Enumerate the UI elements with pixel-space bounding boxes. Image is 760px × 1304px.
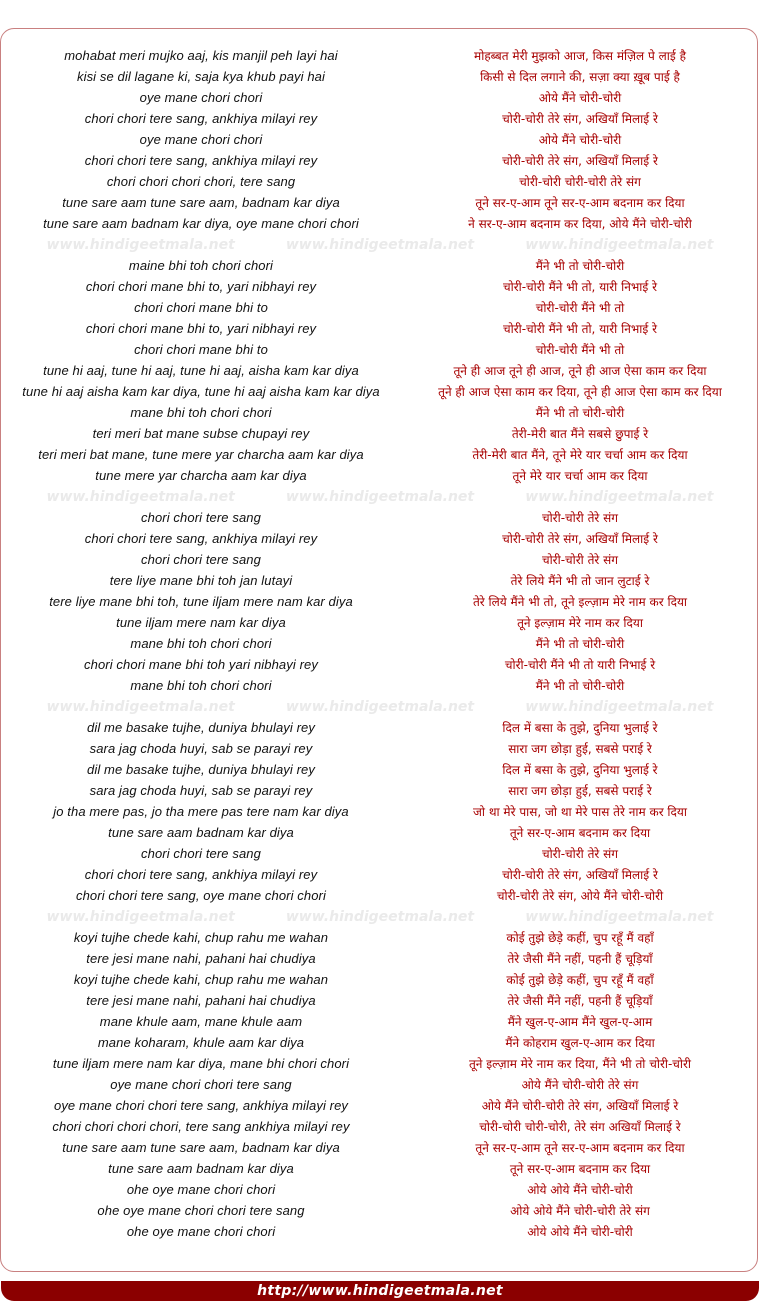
lyric-hindi: चोरी-चोरी मैंने भी तो, यारी निभाई रे (502, 280, 658, 294)
lyric-line (1, 402, 759, 423)
lyric-hindi: तूने इल्ज़ाम मेरे नाम कर दिया (517, 616, 643, 630)
lyric-hindi: मैंने भी तो चोरी-चोरी (535, 637, 625, 651)
lyric-english: tune hi aaj, tune hi aaj, tune hi aaj, aisha kam kar diya (43, 363, 359, 378)
lyric-hindi: ने सर-ए-आम बदनाम कर दिया, ओये मैंने चोरी-चोरी (468, 217, 692, 231)
lyric-line (1, 549, 759, 570)
lyric-english: chori chori tere sang (141, 510, 261, 525)
lyric-line (1, 927, 759, 948)
lyric-hindi: ओये ओये मैंने चोरी-चोरी तेरे संग (510, 1204, 650, 1218)
watermark-text: www.hindigeetmala.net (525, 908, 714, 925)
lyric-hindi: मैंने कोहराम खुल-ए-आम कर दिया (505, 1036, 655, 1050)
lyric-line (1, 633, 759, 654)
watermark-text: www.hindigeetmala.net (285, 236, 475, 253)
lyric-hindi: चोरी-चोरी चोरी-चोरी, तेरे संग अखियाँ मिलाई रे (479, 1120, 681, 1134)
lyric-hindi: मैंने भी तो चोरी-चोरी (535, 679, 625, 693)
lyric-english: chori chori tere sang, ankhiya milayi rey (84, 153, 318, 168)
lyric-line (1, 150, 759, 171)
lyric-english: sara jag choda huyi, sab se parayi rey (89, 783, 313, 798)
lyric-line (1, 507, 759, 528)
lyric-line (1, 465, 759, 486)
lyric-line (1, 612, 759, 633)
lyric-hindi: जो था मेरे पास, जो था मेरे पास तेरे नाम कर दिया (473, 805, 687, 819)
stanza (1, 507, 759, 696)
lyric-line (1, 1179, 759, 1200)
lyric-english: tune sare aam tune sare aam, badnam kar diya (62, 195, 340, 210)
lyric-hindi: तूने सर-ए-आम तूने सर-ए-आम बदनाम कर दिया (475, 196, 685, 210)
lyric-line (1, 759, 759, 780)
lyric-line (1, 1137, 759, 1158)
lyric-english: tune hi aaj aisha kam kar diya, tune hi aaj aisha kam kar diya (22, 384, 380, 399)
lyric-english: teri meri bat mane subse chupayi rey (92, 426, 310, 441)
lyric-english: chori chori tere sang (141, 846, 261, 861)
lyric-english: mane bhi toh chori chori (130, 636, 272, 651)
lyric-english: chori chori mane bhi to, yari nibhayi rey (85, 321, 317, 336)
lyric-english: chori chori tere sang, ankhiya milayi rey (84, 867, 318, 882)
lyric-english: chori chori chori chori, tere sang (106, 174, 296, 189)
lyric-english: chori chori mane bhi toh yari nibhayi rey (84, 657, 318, 672)
lyric-line (1, 801, 759, 822)
watermark-text: www.hindigeetmala.net (46, 236, 235, 253)
lyric-hindi: सारा जग छोड़ा हुई, सबसे पराई रे (508, 742, 652, 756)
lyric-line (1, 444, 759, 465)
lyric-line (1, 108, 759, 129)
lyric-line (1, 192, 759, 213)
lyric-hindi: चोरी-चोरी चोरी-चोरी तेरे संग (519, 175, 641, 189)
watermark-row (1, 906, 759, 927)
lyric-hindi: तेरे जैसी मैंने नहीं, पहनी हैं चूड़ियाँ (507, 994, 653, 1008)
lyric-line (1, 654, 759, 675)
lyric-english: tere jesi mane nahi, pahani hai chudiya (86, 993, 316, 1008)
stanza (1, 717, 759, 906)
lyric-english: ohe oye mane chori chori (126, 1182, 276, 1197)
lyric-hindi: चोरी-चोरी तेरे संग, अखियाँ मिलाई रे (502, 154, 658, 168)
lyric-line (1, 990, 759, 1011)
lyric-line (1, 360, 759, 381)
watermark-text: www.hindigeetmala.net (46, 488, 235, 505)
lyric-hindi: तूने ही आज तूने ही आज, तूने ही आज ऐसा काम कर दिया (453, 364, 707, 378)
lyric-line (1, 675, 759, 696)
lyric-hindi: कोई तुझे छेड़े कहीं, चुप रहूँ मैं वहाँ (506, 973, 654, 987)
lyric-hindi: तेरे लिये मैंने भी तो, तूने इल्ज़ाम मेरे नाम कर दिया (472, 595, 688, 609)
lyric-english: dil me basake tujhe, duniya bhulayi rey (87, 720, 315, 735)
lyric-english: tune iljam mere nam kar diya, mane bhi chori chori (52, 1056, 350, 1071)
lyric-line (1, 276, 759, 297)
lyric-hindi: तेरी-मेरी बात मैंने सबसे छुपाई रे (511, 427, 649, 441)
lyric-english: oye mane chori chori (139, 90, 263, 105)
lyric-line (1, 213, 759, 234)
lyric-hindi: चोरी-चोरी तेरे संग (541, 553, 619, 567)
lyric-line (1, 822, 759, 843)
lyric-line (1, 1221, 759, 1242)
lyric-line (1, 591, 759, 612)
lyric-english: oye mane chori chori tere sang (110, 1077, 292, 1092)
lyric-hindi: मैंने खुल-ए-आम मैंने खुल-ए-आम (507, 1015, 653, 1029)
lyric-line (1, 1011, 759, 1032)
lyric-english: koyi tujhe chede kahi, chup rahu me wahan (73, 930, 329, 945)
lyric-english: chori chori mane bhi to (134, 300, 268, 315)
lyric-english: chori chori chori chori, tere sang ankhiya milayi rey (52, 1119, 350, 1134)
lyric-line (1, 45, 759, 66)
lyric-english: tune iljam mere nam kar diya (116, 615, 286, 630)
lyric-hindi: तेरे लिये मैंने भी तो जान लुटाई रे (510, 574, 650, 588)
lyric-line (1, 843, 759, 864)
lyric-hindi: तूने ही आज ऐसा काम कर दिया, तूने ही आज ऐसा काम कर दिया (438, 385, 722, 399)
lyric-hindi: ओये मैंने चोरी-चोरी (538, 133, 622, 147)
lyric-english: oye mane chori chori tere sang, ankhiya milayi rey (53, 1098, 349, 1113)
watermark-text: www.hindigeetmala.net (285, 488, 475, 505)
lyric-hindi: चोरी-चोरी मैंने भी तो, यारी निभाई रे (502, 322, 658, 336)
lyric-hindi: तूने इल्ज़ाम मेरे नाम कर दिया, मैंने भी तो चोरी-चोरी (468, 1057, 692, 1071)
lyric-hindi: तूने सर-ए-आम बदनाम कर दिया (509, 1162, 651, 1176)
lyric-line (1, 1158, 759, 1179)
lyric-hindi: सारा जग छोड़ा हुई, सबसे पराई रे (508, 784, 652, 798)
lyric-english: tune sare aam badnam kar diya, oye mane chori chori (43, 216, 359, 231)
lyric-hindi: चोरी-चोरी मैंने भी तो (535, 343, 625, 357)
lyric-hindi: मैंने भी तो चोरी-चोरी (535, 259, 625, 273)
lyric-line (1, 1053, 759, 1074)
lyric-english: mane khule aam, mane khule aam (99, 1014, 303, 1029)
lyric-line (1, 570, 759, 591)
lyric-english: mane bhi toh chori chori (130, 678, 272, 693)
lyric-hindi: चोरी-चोरी तेरे संग, अखियाँ मिलाई रे (502, 112, 658, 126)
footer-url-link[interactable]: http://www.hindigeetmala.net (257, 1283, 503, 1299)
lyric-hindi: तेरी-मेरी बात मैंने, तूने मेरे यार चर्चा आम कर दिया (472, 448, 688, 462)
lyric-english: tere liye mane bhi toh jan lutayi (109, 573, 293, 588)
lyric-line (1, 1095, 759, 1116)
watermark-text: www.hindigeetmala.net (525, 236, 714, 253)
lyric-line (1, 381, 759, 402)
lyric-line (1, 1116, 759, 1137)
watermark-row (1, 486, 759, 507)
stanza (1, 927, 759, 1242)
lyric-english: tune sare aam tune sare aam, badnam kar diya (62, 1140, 340, 1155)
lyric-english: mane bhi toh chori chori (130, 405, 272, 420)
lyric-line (1, 948, 759, 969)
lyric-hindi: चोरी-चोरी तेरे संग (541, 511, 619, 525)
lyric-line (1, 87, 759, 108)
lyric-english: chori chori tere sang (141, 552, 261, 567)
lyric-english: jo tha mere pas, jo tha mere pas tere nam kar diya (53, 804, 349, 819)
lyric-english: ohe oye mane chori chori tere sang (97, 1203, 305, 1218)
watermark-text: www.hindigeetmala.net (525, 488, 714, 505)
lyric-hindi: तूने मेरे यार चर्चा आम कर दिया (512, 469, 648, 483)
lyric-line (1, 969, 759, 990)
lyric-line (1, 171, 759, 192)
lyric-hindi: ओये मैंने चोरी-चोरी तेरे संग, अखियाँ मिलाई रे (481, 1099, 679, 1113)
lyric-hindi: चोरी-चोरी तेरे संग, अखियाँ मिलाई रे (502, 868, 658, 882)
lyric-english: sara jag choda huyi, sab se parayi rey (89, 741, 313, 756)
lyric-english: dil me basake tujhe, duniya bhulayi rey (87, 762, 315, 777)
lyric-hindi: किसी से दिल लगाने की, सज़ा क्या ख़ूब पाई है (480, 70, 680, 84)
lyric-line (1, 528, 759, 549)
lyric-english: ohe oye mane chori chori (126, 1224, 276, 1239)
lyric-english: tune mere yar charcha aam kar diya (95, 468, 307, 483)
lyric-english: chori chori mane bhi to (134, 342, 268, 357)
lyric-line (1, 339, 759, 360)
lyric-line (1, 864, 759, 885)
lyric-english: koyi tujhe chede kahi, chup rahu me wahan (73, 972, 329, 987)
watermark-row (1, 234, 759, 255)
lyric-line (1, 780, 759, 801)
lyric-english: chori chori tere sang, ankhiya milayi rey (84, 111, 318, 126)
lyrics-panel (0, 28, 758, 1299)
footer-bar[interactable] (1, 1281, 759, 1301)
lyric-english: tune sare aam badnam kar diya (108, 1161, 294, 1176)
lyric-hindi: मोहब्बत मेरी मुझको आज, किस मंज़िल पे लाई है (474, 49, 686, 63)
lyric-line (1, 738, 759, 759)
lyric-english: chori chori tere sang, oye mane chori chori (76, 888, 326, 903)
lyric-hindi: चोरी-चोरी तेरे संग, अखियाँ मिलाई रे (502, 532, 658, 546)
watermark-text: www.hindigeetmala.net (285, 908, 475, 925)
lyric-line (1, 717, 759, 738)
lyric-english: mohabat meri mujko aaj, kis manjil peh layi hai (64, 48, 338, 63)
lyric-english: kisi se dil lagane ki, saja kya khub payi hai (76, 69, 326, 84)
lyric-english: teri meri bat mane, tune mere yar charcha aam kar diya (38, 447, 364, 462)
lyric-hindi: ओये ओये मैंने चोरी-चोरी (527, 1183, 633, 1197)
lyric-english: tere liye mane bhi toh, tune iljam mere nam kar diya (49, 594, 353, 609)
lyric-line (1, 255, 759, 276)
lyric-hindi: ओये ओये मैंने चोरी-चोरी (527, 1225, 633, 1239)
lyric-hindi: चोरी-चोरी तेरे संग (541, 847, 619, 861)
lyric-line (1, 297, 759, 318)
lyric-english: tune sare aam badnam kar diya (108, 825, 294, 840)
lyric-english: tere jesi mane nahi, pahani hai chudiya (86, 951, 316, 966)
lyric-line (1, 129, 759, 150)
lyric-hindi: तूने सर-ए-आम बदनाम कर दिया (509, 826, 651, 840)
lyric-english: chori chori mane bhi to, yari nibhayi rey (85, 279, 317, 294)
lyric-line (1, 66, 759, 87)
stanza (1, 255, 759, 486)
lyric-hindi: तेरे जैसी मैंने नहीं, पहनी हैं चूड़ियाँ (507, 952, 653, 966)
lyric-english: oye mane chori chori (139, 132, 263, 147)
watermark-text: www.hindigeetmala.net (285, 698, 475, 715)
watermark-text: www.hindigeetmala.net (46, 698, 235, 715)
watermark-text: www.hindigeetmala.net (46, 908, 235, 925)
lyric-hindi: ओये मैंने चोरी-चोरी तेरे संग (521, 1078, 639, 1092)
lyric-english: mane koharam, khule aam kar diya (97, 1035, 305, 1050)
lyrics-content (1, 45, 759, 1242)
lyric-line (1, 885, 759, 906)
stanza (1, 45, 759, 234)
watermark-row (1, 696, 759, 717)
watermark-text: www.hindigeetmala.net (525, 698, 714, 715)
lyric-line (1, 1032, 759, 1053)
lyric-line (1, 318, 759, 339)
lyric-line (1, 1200, 759, 1221)
lyric-english: maine bhi toh chori chori (128, 258, 274, 273)
lyric-hindi: चोरी-चोरी तेरे संग, ओये मैंने चोरी-चोरी (496, 889, 664, 903)
lyric-hindi: कोई तुझे छेड़े कहीं, चुप रहूँ मैं वहाँ (506, 931, 654, 945)
lyric-hindi: दिल में बसा के तुझे, दुनिया भुलाई रे (502, 763, 658, 777)
lyric-line (1, 1074, 759, 1095)
lyric-hindi: तूने सर-ए-आम तूने सर-ए-आम बदनाम कर दिया (475, 1141, 685, 1155)
lyric-english: chori chori tere sang, ankhiya milayi rey (84, 531, 318, 546)
lyric-hindi: मैंने भी तो चोरी-चोरी (535, 406, 625, 420)
lyric-hindi: दिल में बसा के तुझे, दुनिया भुलाई रे (502, 721, 658, 735)
lyric-hindi: चोरी-चोरी मैंने भी तो यारी निभाई रे (504, 658, 656, 672)
lyric-line (1, 423, 759, 444)
lyric-hindi: चोरी-चोरी मैंने भी तो (535, 301, 625, 315)
lyric-hindi: ओये मैंने चोरी-चोरी (538, 91, 622, 105)
